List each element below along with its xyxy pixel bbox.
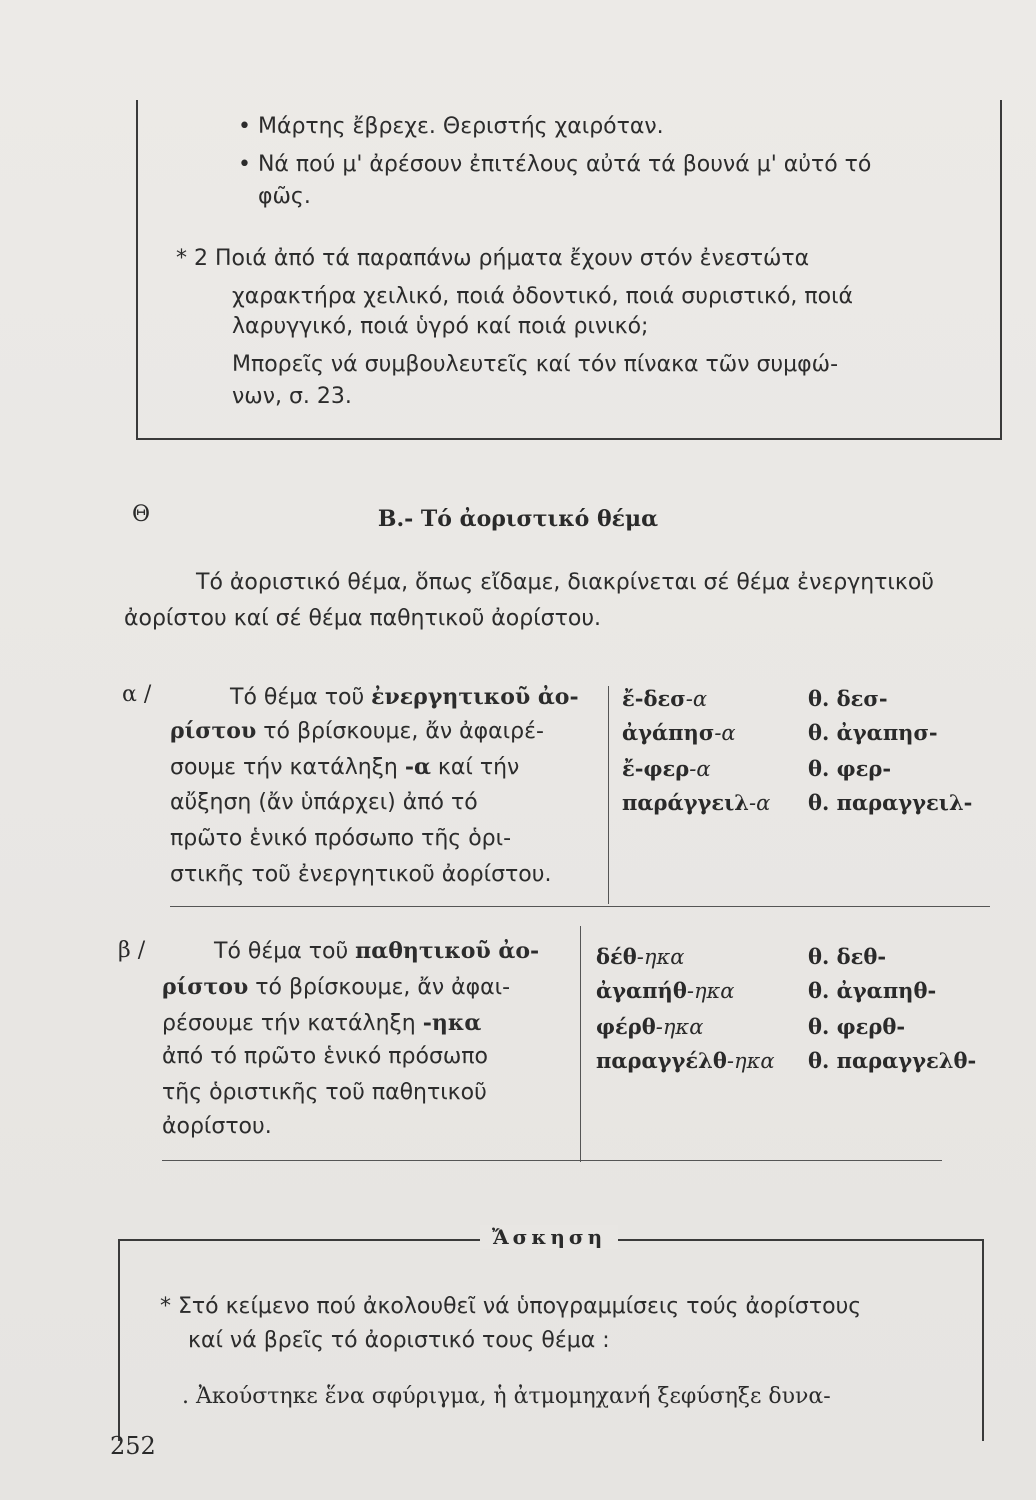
box-line-8: νων, σ. 23. bbox=[232, 384, 352, 409]
exercise-line-2: καί νά βρεῖς τό ἀοριστικό τους θέμα : bbox=[188, 1328, 610, 1353]
row-b-theme-4: θ. παραγγελθ- bbox=[808, 1048, 977, 1073]
row-a-divider bbox=[608, 686, 609, 904]
row-b-marker: β / bbox=[118, 938, 146, 963]
row-a-marker: α / bbox=[122, 682, 152, 707]
section-marker: Θ bbox=[132, 502, 151, 527]
row-a-desc-3: σουμε τήν κατάληξη -α καί τήν bbox=[170, 754, 520, 780]
row-b-theme-1: θ. δεθ- bbox=[808, 944, 887, 969]
box-line-4: * 2 Ποιά ἀπό τά παραπάνω ρήματα ἔχουν στόν ἐνεστώτα bbox=[176, 246, 810, 271]
box-line-5: χαρακτήρα χειλικό, ποιά ὀδοντικό, ποιά συριστικό, ποιά bbox=[232, 284, 854, 309]
row-b-desc-2: ρίστου τό βρίσκουμε, ἄν ἀφαι- bbox=[162, 974, 511, 1000]
exercise-line-3: . Ἀκούστηκε ἕνα σφύριγμα, ἡ ἀτμομηχανή ξεφύσηξε δυνα- bbox=[182, 1384, 831, 1409]
row-b-desc-3: ρέσουμε τήν κατάληξη -ηκα bbox=[162, 1010, 482, 1036]
row-b-form-4: παραγγέλθ-ηκα bbox=[596, 1048, 775, 1073]
row-a-theme-1: θ. δεσ- bbox=[808, 686, 888, 711]
box-line-6: λαρυγγικό, ποιά ὑγρό καί ποιά ρινικό; bbox=[232, 314, 649, 339]
row-a-theme-2: θ. ἀγαπησ- bbox=[808, 720, 938, 745]
row-a-theme-4: θ. παραγγειλ- bbox=[808, 790, 973, 815]
row-a-desc-5: πρῶτο ἑνικό πρόσωπο τῆς ὁρι- bbox=[170, 826, 512, 851]
row-a-desc-1: Τό θέμα τοῦ ἐνεργητικοῦ ἀο- bbox=[230, 684, 579, 710]
row-a-desc-4: αὔξηση (ἄν ὑπάρχει) ἀπό τό bbox=[170, 790, 478, 815]
row-b-divider bbox=[580, 926, 581, 1162]
row-b-separator bbox=[162, 1160, 942, 1161]
row-a-theme-3: θ. φερ- bbox=[808, 756, 892, 781]
box-line-1: • Μάρτης ἔβρεχε. Θεριστής χαιρόταν. bbox=[238, 114, 664, 139]
row-b-desc-6: ἀορίστου. bbox=[162, 1114, 272, 1139]
box-line-2: • Νά πού μ' ἀρέσουν ἐπιτέλους αὐτά τά βουνά μ' αὐτό τό bbox=[238, 152, 872, 177]
row-b-form-3: φέρθ-ηκα bbox=[596, 1014, 704, 1039]
row-a-form-3: ἔ-φερ-α bbox=[622, 756, 711, 781]
row-a-desc-2: ρίστου τό βρίσκουμε, ἄν ἀφαιρέ- bbox=[170, 718, 544, 744]
exercise-line-1: * Στό κείμενο πού ἀκολουθεῖ νά ὑπογραμμίσεις τούς ἀορίστους bbox=[160, 1294, 862, 1319]
row-a-separator bbox=[170, 906, 990, 907]
row-b-desc-5: τῆς ὁριστικῆς τοῦ παθητικοῦ bbox=[162, 1080, 487, 1105]
row-a-form-2: ἀγάπησ-α bbox=[622, 720, 736, 745]
row-b-desc-4: ἀπό τό πρῶτο ἑνικό πρόσωπο bbox=[162, 1044, 489, 1069]
row-b-theme-3: θ. φερθ- bbox=[808, 1014, 906, 1039]
intro-line-2: ἀορίστου καί σέ θέμα παθητικοῦ ἀορίστου. bbox=[124, 606, 602, 631]
row-b-theme-2: θ. ἀγαπηθ- bbox=[808, 978, 937, 1003]
box-line-3: φῶς. bbox=[258, 184, 311, 209]
row-a-form-1: ἔ-δεσ-α bbox=[622, 686, 708, 711]
row-b-form-2: ἀγαπήθ-ηκα bbox=[596, 978, 735, 1003]
row-b-desc-1: Τό θέμα τοῦ παθητικοῦ ἀο- bbox=[214, 938, 540, 964]
row-b-form-1: δέθ-ηκα bbox=[596, 944, 685, 969]
exercise-title: Ἄσκηση bbox=[480, 1225, 618, 1249]
intro-line-1: Τό ἀοριστικό θέμα, ὅπως εἴδαμε, διακρίνεται σέ θέμα ἐνεργητικοῦ bbox=[196, 570, 935, 595]
page-number: 252 bbox=[110, 1432, 156, 1460]
box-line-7: Μπορεῖς νά συμβουλευτεῖς καί τόν πίνακα τῶν συμφώ- bbox=[232, 352, 839, 377]
row-a-desc-6: στικῆς τοῦ ἐνεργητικοῦ ἀορίστου. bbox=[170, 862, 552, 887]
section-title: Β.- Τό ἀοριστικό θέμα bbox=[377, 506, 659, 532]
row-a-form-4: παράγγειλ-α bbox=[622, 790, 771, 815]
